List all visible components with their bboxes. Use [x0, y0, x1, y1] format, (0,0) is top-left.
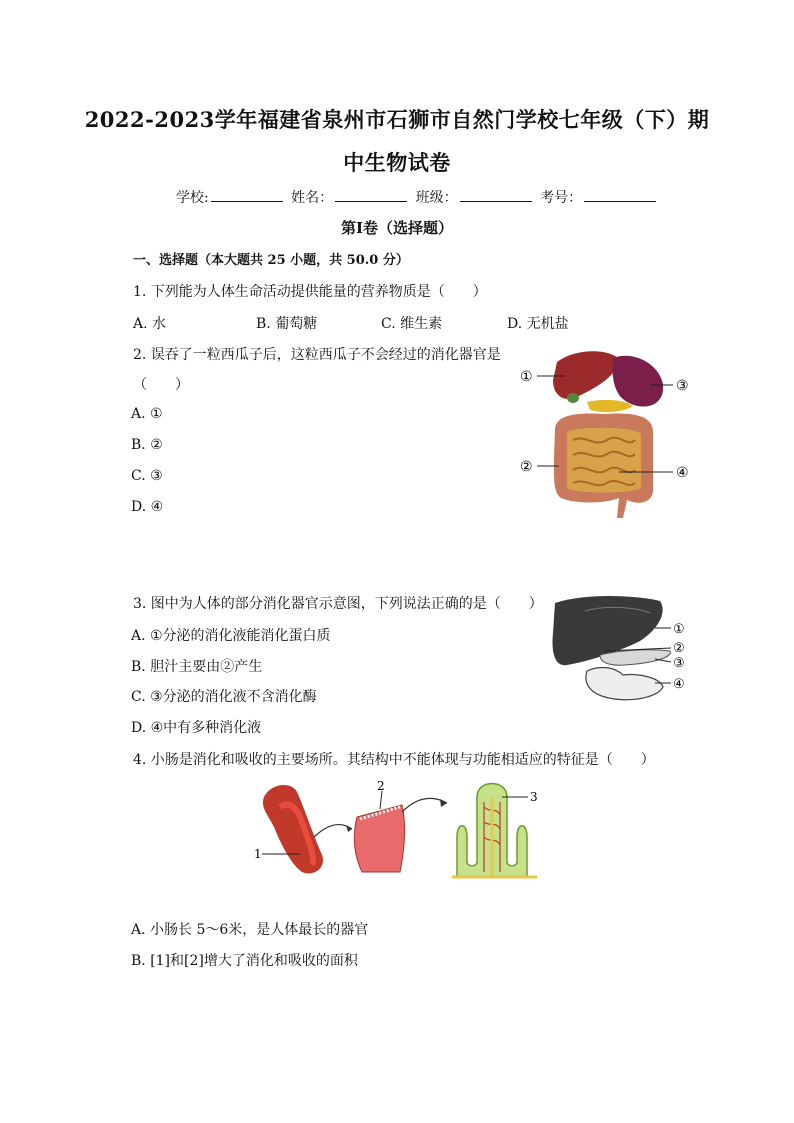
arrow-2-head	[440, 799, 447, 807]
question-3-option-a: A. ①分泌的消化液能消化蛋白质	[131, 628, 331, 644]
number-blank	[584, 188, 656, 202]
figure-label-2: ②	[520, 459, 533, 475]
pancreas-shape	[587, 400, 633, 412]
duodenum-shape	[586, 668, 663, 700]
q4-figure-label-3: 3	[530, 790, 538, 804]
arrow-1-head	[346, 825, 352, 832]
digestive-system-figure	[515, 340, 700, 525]
section-heading: 第I卷（选择题）	[340, 219, 454, 237]
small-intestine-structure-figure	[252, 777, 544, 882]
q3-figure-label-1: ①	[673, 622, 685, 637]
question-1-option-c: C. 维生素	[381, 316, 443, 332]
q4-figure-label-1: 1	[254, 847, 262, 861]
q4-label-line-2	[380, 791, 382, 809]
q3-figure-label-4: ④	[673, 677, 685, 692]
question-1-option-b: B. 葡萄糖	[256, 316, 318, 332]
stomach-shape	[613, 356, 664, 407]
question-1-stem: 1. 下列能为人体生命活动提供能量的营养物质是（ ）	[133, 284, 487, 300]
question-2-option-a: A. ①	[131, 406, 163, 422]
question-3-option-b: B. 胆汁主要由②产生	[131, 659, 263, 675]
part-heading: 一、选择题（本大题共 25 小题，共 50.0 分）	[133, 253, 409, 268]
question-2-option-d: D. ④	[131, 499, 164, 515]
figure-label-3: ③	[676, 378, 689, 394]
gallbladder-shape	[567, 393, 579, 403]
school-blank	[211, 188, 283, 202]
arrow-1-icon	[314, 824, 352, 837]
question-4-option-a: A. 小肠长 5～6米，是人体最长的器官	[131, 922, 369, 938]
question-4-option-b: B. [1]和[2]增大了消化和吸收的面积	[131, 953, 358, 969]
question-3-option-c: C. ③分泌的消化液不含消化酶	[131, 689, 317, 705]
school-label: 学校:	[176, 190, 209, 206]
question-2-option-c: C. ③	[131, 468, 163, 484]
circular-fold-shape	[354, 805, 404, 872]
liver-shape	[553, 351, 620, 399]
name-label: 姓名：	[291, 190, 334, 206]
q3-figure-label-3: ③	[673, 656, 685, 671]
question-2-stem-paren: （ ）	[133, 377, 189, 393]
exam-title-line2: 中生物试卷	[343, 150, 451, 175]
figure-label-4: ④	[676, 465, 689, 481]
question-2-stem: 2. 误吞了一粒西瓜子后，这粒西瓜子不会经过的消化器官是	[133, 347, 501, 363]
number-label: 考号：	[540, 190, 583, 206]
class-blank	[460, 188, 532, 202]
q3-figure-label-2: ②	[673, 641, 685, 656]
question-3-option-d: D. ④中有多种消化液	[131, 720, 262, 736]
question-2-option-b: B. ②	[131, 437, 163, 453]
exam-title-line1: 2022-2023学年福建省泉州市石狮市自然门学校七年级（下）期	[84, 107, 710, 132]
question-1-option-a: A. 水	[133, 316, 167, 332]
question-4-stem: 4. 小肠是消化和吸收的主要场所。其结构中不能体现与功能相适应的特征是（ ）	[133, 752, 655, 768]
question-3-stem: 3. 图中为人体的部分消化器官示意图，下列说法正确的是（ ）	[133, 596, 543, 612]
small-intestine-shape	[567, 428, 641, 493]
figure-label-1: ①	[520, 369, 533, 385]
q4-figure-label-2: 2	[377, 779, 385, 793]
class-label: 班级：	[415, 190, 458, 206]
student-info-row	[176, 187, 660, 207]
question-1-option-d: D. 无机盐	[507, 316, 569, 332]
name-blank	[335, 188, 407, 202]
liver-pancreas-figure	[545, 593, 695, 708]
